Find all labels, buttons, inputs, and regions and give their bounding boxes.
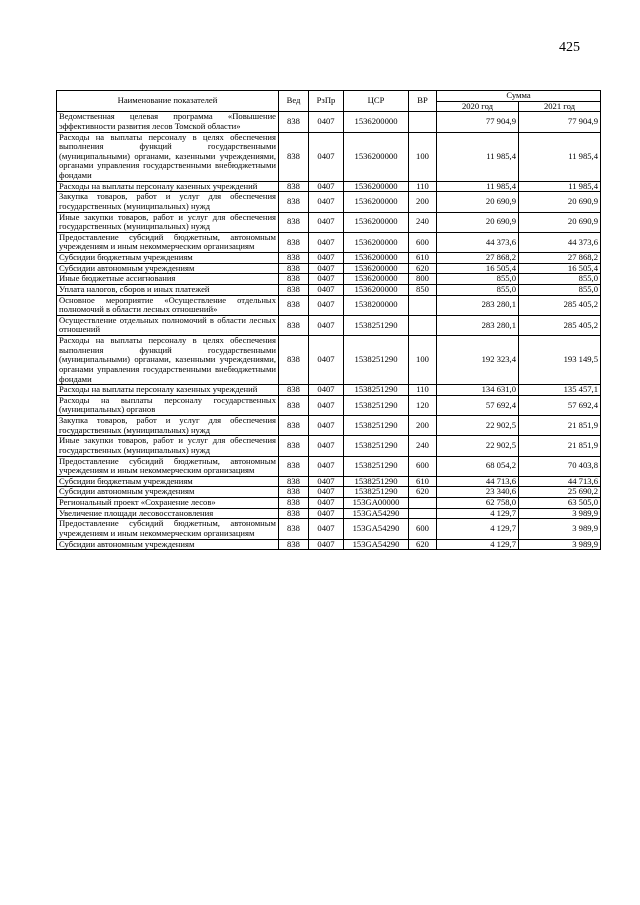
cell-vr: 100 <box>409 132 437 181</box>
table-row <box>57 212 601 232</box>
cell-ved: 838 <box>279 539 309 550</box>
cell-vr: 620 <box>409 487 437 498</box>
cell-rzpr: 0407 <box>309 232 344 252</box>
cell-rzpr: 0407 <box>309 476 344 487</box>
cell-ved: 838 <box>279 181 309 192</box>
cell-csr: 1536200000 <box>344 192 409 212</box>
cell-csr: 1538251290 <box>344 487 409 498</box>
cell-2021: 20 690,9 <box>519 212 601 232</box>
table-row <box>57 284 601 295</box>
cell-2020: 134 631,0 <box>437 385 519 396</box>
cell-2021: 11 985,4 <box>519 132 601 181</box>
cell-csr: 1536200000 <box>344 284 409 295</box>
cell-ved: 838 <box>279 476 309 487</box>
cell-rzpr: 0407 <box>309 253 344 264</box>
header-name: Наименование показателей <box>57 91 279 112</box>
cell-2020: 855,0 <box>437 274 519 285</box>
cell-ved: 838 <box>279 508 309 519</box>
cell-ved: 838 <box>279 519 309 539</box>
table-row <box>57 487 601 498</box>
cell-ved: 838 <box>279 295 309 315</box>
cell-2020: 22 902,5 <box>437 436 519 456</box>
cell-ved: 838 <box>279 263 309 274</box>
cell-csr: 1538251290 <box>344 385 409 396</box>
cell-2021: 3 989,9 <box>519 519 601 539</box>
cell-2021: 57 692,4 <box>519 395 601 415</box>
cell-ved: 838 <box>279 336 309 385</box>
cell-2021: 285 405,2 <box>519 315 601 335</box>
cell-ved: 838 <box>279 284 309 295</box>
cell-csr: 1538251290 <box>344 395 409 415</box>
cell-csr: 1536200000 <box>344 274 409 285</box>
cell-2021: 63 505,0 <box>519 498 601 509</box>
cell-2020: 20 690,9 <box>437 192 519 212</box>
cell-name: Увеличение площади лесовосстановления <box>57 508 279 519</box>
cell-rzpr: 0407 <box>309 284 344 295</box>
cell-vr: 100 <box>409 336 437 385</box>
cell-2020: 62 758,0 <box>437 498 519 509</box>
cell-name: Иные закупки товаров, работ и услуг для обеспечения государственных (муниципальных) нужд <box>57 436 279 456</box>
cell-2021: 3 989,9 <box>519 508 601 519</box>
table-row <box>57 315 601 335</box>
cell-ved: 838 <box>279 395 309 415</box>
cell-csr: 1538251290 <box>344 315 409 335</box>
table-row <box>57 498 601 509</box>
cell-name: Осуществление отдельных полномочий в области лесных отношений <box>57 315 279 335</box>
cell-name: Иные закупки товаров, работ и услуг для обеспечения государственных (муниципальных) нужд <box>57 212 279 232</box>
cell-ved: 838 <box>279 212 309 232</box>
cell-ved: 838 <box>279 112 309 132</box>
cell-vr <box>409 498 437 509</box>
cell-vr: 240 <box>409 212 437 232</box>
cell-2021: 135 457,1 <box>519 385 601 396</box>
cell-csr: 1538200000 <box>344 295 409 315</box>
header-2021: 2021 год <box>519 101 601 112</box>
cell-vr: 240 <box>409 436 437 456</box>
cell-2020: 283 280,1 <box>437 315 519 335</box>
cell-ved: 838 <box>279 232 309 252</box>
cell-vr: 600 <box>409 232 437 252</box>
cell-csr: 153GA00000 <box>344 498 409 509</box>
cell-vr: 120 <box>409 395 437 415</box>
cell-2021: 193 149,5 <box>519 336 601 385</box>
cell-rzpr: 0407 <box>309 416 344 436</box>
cell-rzpr: 0407 <box>309 132 344 181</box>
cell-csr: 1536200000 <box>344 253 409 264</box>
table-row <box>57 519 601 539</box>
cell-csr: 153GA54290 <box>344 519 409 539</box>
cell-2020: 4 129,7 <box>437 519 519 539</box>
cell-ved: 838 <box>279 315 309 335</box>
cell-csr: 153GA54290 <box>344 539 409 550</box>
cell-2021: 21 851,9 <box>519 436 601 456</box>
cell-2021: 855,0 <box>519 274 601 285</box>
cell-ved: 838 <box>279 416 309 436</box>
cell-rzpr: 0407 <box>309 112 344 132</box>
cell-2021: 70 403,8 <box>519 456 601 476</box>
table-row <box>57 385 601 396</box>
cell-rzpr: 0407 <box>309 395 344 415</box>
cell-ved: 838 <box>279 274 309 285</box>
cell-name: Региональный проект «Сохранение лесов» <box>57 498 279 509</box>
table-row <box>57 539 601 550</box>
header-ved: Вед <box>279 91 309 112</box>
cell-rzpr: 0407 <box>309 456 344 476</box>
cell-name: Уплата налогов, сборов и иных платежей <box>57 284 279 295</box>
cell-name: Предоставление субсидий бюджетным, автономным учреждениям и иным некоммерческим организациям <box>57 519 279 539</box>
cell-name: Расходы на выплаты персоналу казенных учреждений <box>57 385 279 396</box>
table-row <box>57 456 601 476</box>
cell-vr: 110 <box>409 181 437 192</box>
cell-name: Субсидии бюджетным учреждениям <box>57 253 279 264</box>
cell-rzpr: 0407 <box>309 336 344 385</box>
header-vr: ВР <box>409 91 437 112</box>
cell-2021: 27 868,2 <box>519 253 601 264</box>
cell-2020: 22 902,5 <box>437 416 519 436</box>
cell-2021: 44 373,6 <box>519 232 601 252</box>
budget-table <box>56 90 601 550</box>
cell-csr: 1536200000 <box>344 132 409 181</box>
cell-rzpr: 0407 <box>309 274 344 285</box>
cell-2021: 77 904,9 <box>519 112 601 132</box>
cell-vr: 610 <box>409 476 437 487</box>
cell-ved: 838 <box>279 132 309 181</box>
cell-name: Расходы на выплаты персоналу в целях обеспечения выполнения функций государственными (муниципальными) органами, казенными учреждениями, органами управления государственными внебюджетными фондами <box>57 132 279 181</box>
cell-2020: 57 692,4 <box>437 395 519 415</box>
header-2020: 2020 год <box>437 101 519 112</box>
cell-name: Расходы на выплаты персоналу государственных (муниципальных) органов <box>57 395 279 415</box>
cell-2021: 3 989,9 <box>519 539 601 550</box>
cell-vr: 800 <box>409 274 437 285</box>
cell-2021: 25 690,2 <box>519 487 601 498</box>
table-row <box>57 416 601 436</box>
cell-csr: 1536200000 <box>344 181 409 192</box>
table-row <box>57 476 601 487</box>
cell-vr <box>409 508 437 519</box>
cell-rzpr: 0407 <box>309 508 344 519</box>
cell-rzpr: 0407 <box>309 315 344 335</box>
cell-2020: 16 505,4 <box>437 263 519 274</box>
header-sum: Сумма <box>437 91 601 102</box>
cell-2020: 27 868,2 <box>437 253 519 264</box>
table-row <box>57 181 601 192</box>
cell-2020: 11 985,4 <box>437 181 519 192</box>
cell-rzpr: 0407 <box>309 487 344 498</box>
cell-vr: 600 <box>409 456 437 476</box>
cell-2020: 68 054,2 <box>437 456 519 476</box>
table-row <box>57 274 601 285</box>
cell-2020: 4 129,7 <box>437 508 519 519</box>
cell-2020: 11 985,4 <box>437 132 519 181</box>
cell-vr: 620 <box>409 263 437 274</box>
cell-name: Субсидии автономным учреждениям <box>57 487 279 498</box>
cell-2021: 855,0 <box>519 284 601 295</box>
cell-csr: 1536200000 <box>344 232 409 252</box>
cell-vr <box>409 315 437 335</box>
cell-2021: 11 985,4 <box>519 181 601 192</box>
cell-vr <box>409 295 437 315</box>
cell-name: Субсидии автономным учреждениям <box>57 263 279 274</box>
cell-ved: 838 <box>279 436 309 456</box>
cell-2020: 283 280,1 <box>437 295 519 315</box>
table-row <box>57 192 601 212</box>
cell-2021: 20 690,9 <box>519 192 601 212</box>
table-row <box>57 263 601 274</box>
cell-vr: 200 <box>409 192 437 212</box>
cell-ved: 838 <box>279 385 309 396</box>
table-row <box>57 395 601 415</box>
cell-name: Субсидии автономным учреждениям <box>57 539 279 550</box>
table-row <box>57 253 601 264</box>
cell-rzpr: 0407 <box>309 192 344 212</box>
cell-name: Субсидии бюджетным учреждениям <box>57 476 279 487</box>
cell-rzpr: 0407 <box>309 263 344 274</box>
cell-rzpr: 0407 <box>309 295 344 315</box>
cell-csr: 1538251290 <box>344 476 409 487</box>
table-row <box>57 436 601 456</box>
cell-rzpr: 0407 <box>309 498 344 509</box>
cell-2020: 4 129,7 <box>437 539 519 550</box>
cell-rzpr: 0407 <box>309 436 344 456</box>
cell-ved: 838 <box>279 456 309 476</box>
cell-2020: 44 713,6 <box>437 476 519 487</box>
cell-vr: 200 <box>409 416 437 436</box>
cell-ved: 838 <box>279 487 309 498</box>
cell-name: Основное мероприятие «Осуществление отдельных полномочий в области лесных отношений» <box>57 295 279 315</box>
table-body <box>57 112 601 550</box>
cell-rzpr: 0407 <box>309 385 344 396</box>
table-row <box>57 336 601 385</box>
cell-csr: 1538251290 <box>344 416 409 436</box>
cell-rzpr: 0407 <box>309 519 344 539</box>
cell-name: Расходы на выплаты персоналу в целях обеспечения выполнения функций государственными (муниципальными) органами, казенными учреждениями, органами управления государственными внебюджетными фондами <box>57 336 279 385</box>
header-csr: ЦСР <box>344 91 409 112</box>
table-header <box>57 91 601 112</box>
cell-name: Предоставление субсидий бюджетным, автономным учреждениям и иным некоммерческим организациям <box>57 456 279 476</box>
cell-vr: 600 <box>409 519 437 539</box>
table-row <box>57 508 601 519</box>
cell-name: Предоставление субсидий бюджетным, автономным учреждениям и иным некоммерческим организациям <box>57 232 279 252</box>
cell-name: Закупка товаров, работ и услуг для обеспечения государственных (муниципальных) нужд <box>57 192 279 212</box>
table-row <box>57 295 601 315</box>
cell-csr: 153GA54290 <box>344 508 409 519</box>
cell-vr: 110 <box>409 385 437 396</box>
cell-2021: 44 713,6 <box>519 476 601 487</box>
cell-2020: 20 690,9 <box>437 212 519 232</box>
cell-vr: 610 <box>409 253 437 264</box>
cell-csr: 1536200000 <box>344 263 409 274</box>
cell-name: Закупка товаров, работ и услуг для обеспечения государственных (муниципальных) нужд <box>57 416 279 436</box>
cell-name: Иные бюджетные ассигнования <box>57 274 279 285</box>
cell-name: Ведомственная целевая программа «Повышение эффективности развития лесов Томской области» <box>57 112 279 132</box>
cell-vr: 850 <box>409 284 437 295</box>
cell-2020: 44 373,6 <box>437 232 519 252</box>
cell-vr <box>409 112 437 132</box>
page-number: 425 <box>559 40 580 55</box>
cell-rzpr: 0407 <box>309 539 344 550</box>
cell-ved: 838 <box>279 192 309 212</box>
cell-rzpr: 0407 <box>309 212 344 232</box>
cell-2021: 285 405,2 <box>519 295 601 315</box>
cell-2021: 16 505,4 <box>519 263 601 274</box>
cell-2020: 77 904,9 <box>437 112 519 132</box>
cell-name: Расходы на выплаты персоналу казенных учреждений <box>57 181 279 192</box>
cell-2020: 23 340,6 <box>437 487 519 498</box>
table-row <box>57 112 601 132</box>
cell-csr: 1538251290 <box>344 336 409 385</box>
cell-csr: 1538251290 <box>344 436 409 456</box>
cell-ved: 838 <box>279 253 309 264</box>
cell-vr: 620 <box>409 539 437 550</box>
cell-csr: 1538251290 <box>344 456 409 476</box>
cell-rzpr: 0407 <box>309 181 344 192</box>
cell-2021: 21 851,9 <box>519 416 601 436</box>
cell-ved: 838 <box>279 498 309 509</box>
table-row <box>57 232 601 252</box>
cell-csr: 1536200000 <box>344 112 409 132</box>
table-row <box>57 132 601 181</box>
cell-csr: 1536200000 <box>344 212 409 232</box>
cell-2020: 855,0 <box>437 284 519 295</box>
header-rzpr: РзПр <box>309 91 344 112</box>
cell-2020: 192 323,4 <box>437 336 519 385</box>
